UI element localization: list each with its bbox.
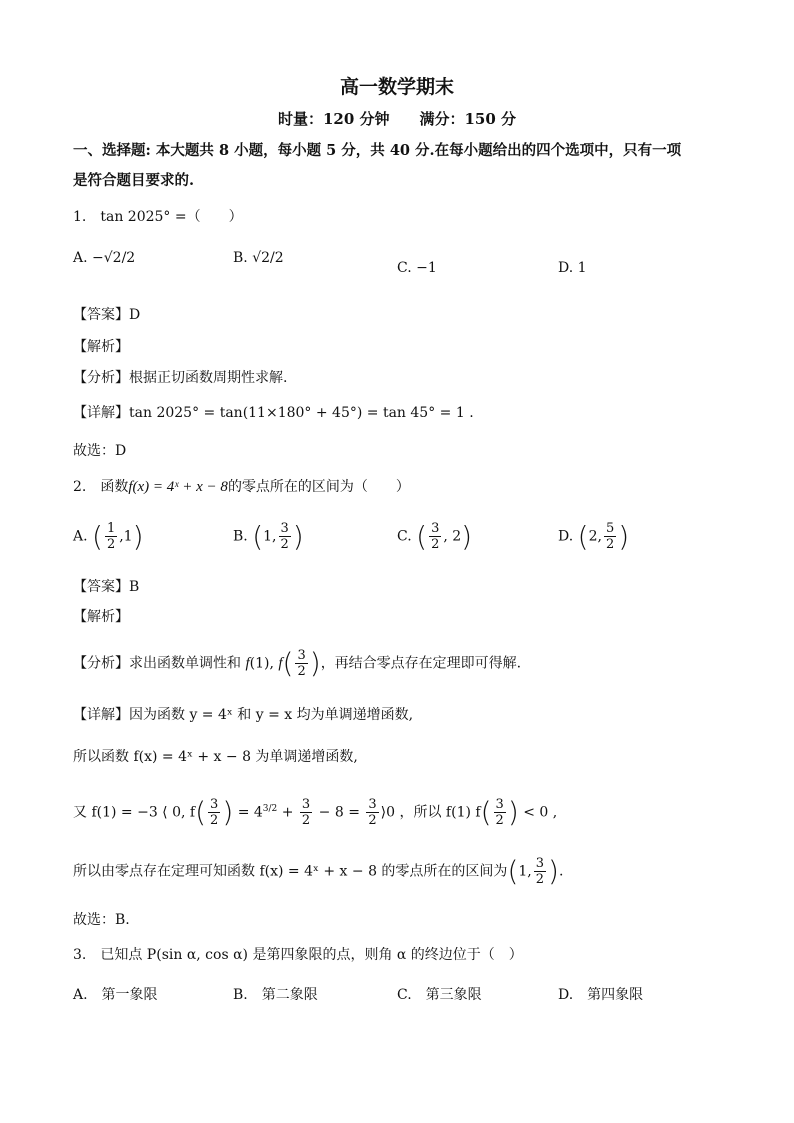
q1-option-d	[558, 260, 587, 276]
frac	[604, 521, 616, 552]
paren-right: )	[309, 646, 321, 680]
q2-detail4: 所以由零点存在定理可知函数 f(x) = 4ˣ + x − 8 的零点所在的区间为(1, $\frac{3}{2}$ ).	[73, 854, 564, 888]
q2-option-c: C. ( $\frac{3}{2}$ , 2)	[397, 520, 473, 553]
paren-left: (	[252, 520, 264, 553]
q3-option-a: A. 第一象限	[73, 987, 158, 1003]
q2-d-label: D.	[558, 528, 574, 545]
frac	[534, 856, 546, 887]
q3-stem: 3. 已知点 P(sin α, cos α) 是第四象限的点，则角 α 的终边位于（ ）	[73, 947, 523, 963]
q2-detail3-pre: 又 f(1) = −3 ⟨ 0, f	[73, 804, 196, 821]
paren-left: (	[577, 520, 589, 553]
paren-left: (	[507, 854, 519, 888]
q2-a-label: A.	[73, 528, 88, 545]
frac-num: 1	[106, 521, 116, 536]
math: f	[278, 655, 283, 672]
q1-d-value: 1	[577, 260, 587, 276]
q2-option-a: A. ( $\frac{1}{2}$ ,1)	[73, 520, 144, 553]
paren-left: (	[480, 795, 492, 829]
paren-right: )	[461, 520, 473, 553]
frac-den: 2	[535, 872, 545, 887]
q2-detail3-mid: = 4	[237, 804, 263, 821]
frac-den: 2	[106, 537, 116, 552]
q1-d-label: D.	[558, 260, 574, 276]
section-heading-line2: 是符合题目要求的.	[73, 172, 195, 189]
paren-right: )	[507, 795, 519, 829]
math: f	[245, 655, 250, 672]
frac	[208, 797, 220, 828]
frac-den: 2	[431, 537, 440, 552]
frac-num: 3	[431, 521, 440, 536]
paren-left: (	[416, 520, 428, 553]
frac	[279, 521, 291, 552]
q2-detail3-post: ，所以 f(1) f	[399, 804, 481, 821]
q2-stem-post: 的零点所在的区间为（ ）	[227, 479, 410, 495]
paren-left: (	[195, 795, 207, 829]
frac-den: 2	[368, 813, 377, 829]
frac-num: 3	[368, 797, 377, 813]
exponent: 3/2	[262, 804, 278, 814]
frac-den: 2	[301, 813, 311, 829]
q2-choice: 故选：B.	[73, 912, 130, 928]
paren-right: )	[548, 854, 559, 888]
q2-fenxi: 【分析】求出函数单调性和 f(1), f( $\frac{3}{2}$ )，再结合零点存在定理即可得解.	[73, 646, 522, 680]
frac	[105, 521, 117, 552]
q2-detail3: 又 f(1) = −3 ⟨ 0, f( $\frac{3}{2}$ ) = $4^{3/2}$ + $\frac{3}{2}$ − 8 = $\frac{3}{2}$ ⟩0 ，所以 f(1) f( $\frac{3}{2}$ ) < 0 ,	[73, 795, 558, 829]
paren-right: )	[132, 520, 144, 553]
section-heading-line1: 一、选择题: 本大题共 8 小题，每小题 5 分，共 40 分.在每小题给出的四个选项中，只有一项	[73, 142, 682, 159]
q1-c-value: −1	[416, 260, 437, 276]
frac-num: 3	[495, 797, 504, 813]
frac-den: 2	[297, 664, 306, 679]
q2-analysis-head: 【解析】	[73, 609, 129, 625]
q2-detail4-pre: 所以由零点存在定理可知函数 f(x) = 4ˣ + x − 8 的零点所在的区间为	[73, 863, 508, 880]
q1-answer: 【答案】D	[73, 307, 141, 323]
frac-den: 2	[280, 537, 289, 552]
frac-den: 2	[210, 813, 219, 829]
exam-info: 时量：120 分钟 满分：150 分	[277, 110, 517, 128]
q2-detail3-end: < 0 ,	[523, 804, 558, 821]
frac-den: 2	[605, 537, 615, 552]
q1-option-b	[233, 250, 284, 266]
q1-b-label: B.	[233, 250, 248, 266]
q1-b-value: √2/2	[252, 250, 284, 266]
q3-option-d: D. 第四象限	[558, 987, 644, 1003]
paren-right: )	[618, 520, 630, 553]
frac-num: 3	[301, 797, 311, 813]
frac-num: 3	[535, 856, 545, 871]
frac	[494, 797, 506, 828]
q3-option-c: C. 第三象限	[397, 987, 482, 1003]
q2-stem-fn: f(x) = 4ˣ + x − 8	[128, 479, 228, 495]
page-title: 高一数学期末	[339, 76, 454, 98]
frac	[295, 648, 307, 679]
frac	[429, 521, 441, 552]
q1-a-value: −√2/2	[92, 250, 136, 266]
q1-analysis-head: 【解析】	[73, 339, 129, 355]
q2-detail1: 【详解】因为函数 y = 4ˣ 和 y = x 均为单调递增函数,	[73, 707, 414, 723]
q2-option-d: D. (2, $\frac{5}{2}$ )	[558, 520, 630, 553]
q2-c-label: C.	[397, 528, 412, 545]
q2-fenxi-post: ，再结合零点存在定理即可得解.	[320, 655, 522, 672]
frac-den: 2	[495, 813, 504, 829]
q3-option-b: B. 第二象限	[233, 987, 318, 1003]
q2-b-label: B.	[233, 528, 248, 545]
q1-choice: 故选：D	[73, 443, 127, 459]
q1-detail: 【详解】tan 2025° = tan(11×180° + 45°) = tan 45° = 1 .	[73, 405, 474, 421]
q2-stem-pre: 2. 函数	[73, 479, 129, 495]
frac-num: 3	[297, 648, 306, 663]
q1-fenxi: 【分析】根据正切函数周期性求解.	[73, 370, 288, 386]
q1-option-c	[397, 260, 437, 276]
paren-left: (	[92, 520, 103, 553]
q2-fenxi-pre: 【分析】求出函数单调性和	[73, 655, 241, 672]
q2-detail2: 所以函数 f(x) = 4ˣ + x − 8 为单调递增函数,	[73, 749, 358, 765]
paren-right: )	[292, 520, 304, 553]
q2-answer: 【答案】B	[73, 579, 140, 595]
paren-left: (	[282, 646, 294, 680]
frac-num: 5	[605, 521, 615, 536]
q1-stem: 1. tan 2025° =（ ）	[73, 209, 243, 225]
frac-num: 3	[210, 797, 219, 813]
q2-stem	[73, 478, 410, 496]
q1-option-a	[73, 250, 135, 266]
frac-num: 3	[280, 521, 289, 536]
q1-a-label: A.	[73, 250, 88, 266]
frac	[366, 797, 378, 828]
q1-c-label: C.	[397, 260, 412, 276]
frac	[300, 797, 312, 828]
paren-right: )	[222, 795, 234, 829]
q2-option-b: B. (1, $\frac{3}{2}$ )	[233, 520, 304, 553]
